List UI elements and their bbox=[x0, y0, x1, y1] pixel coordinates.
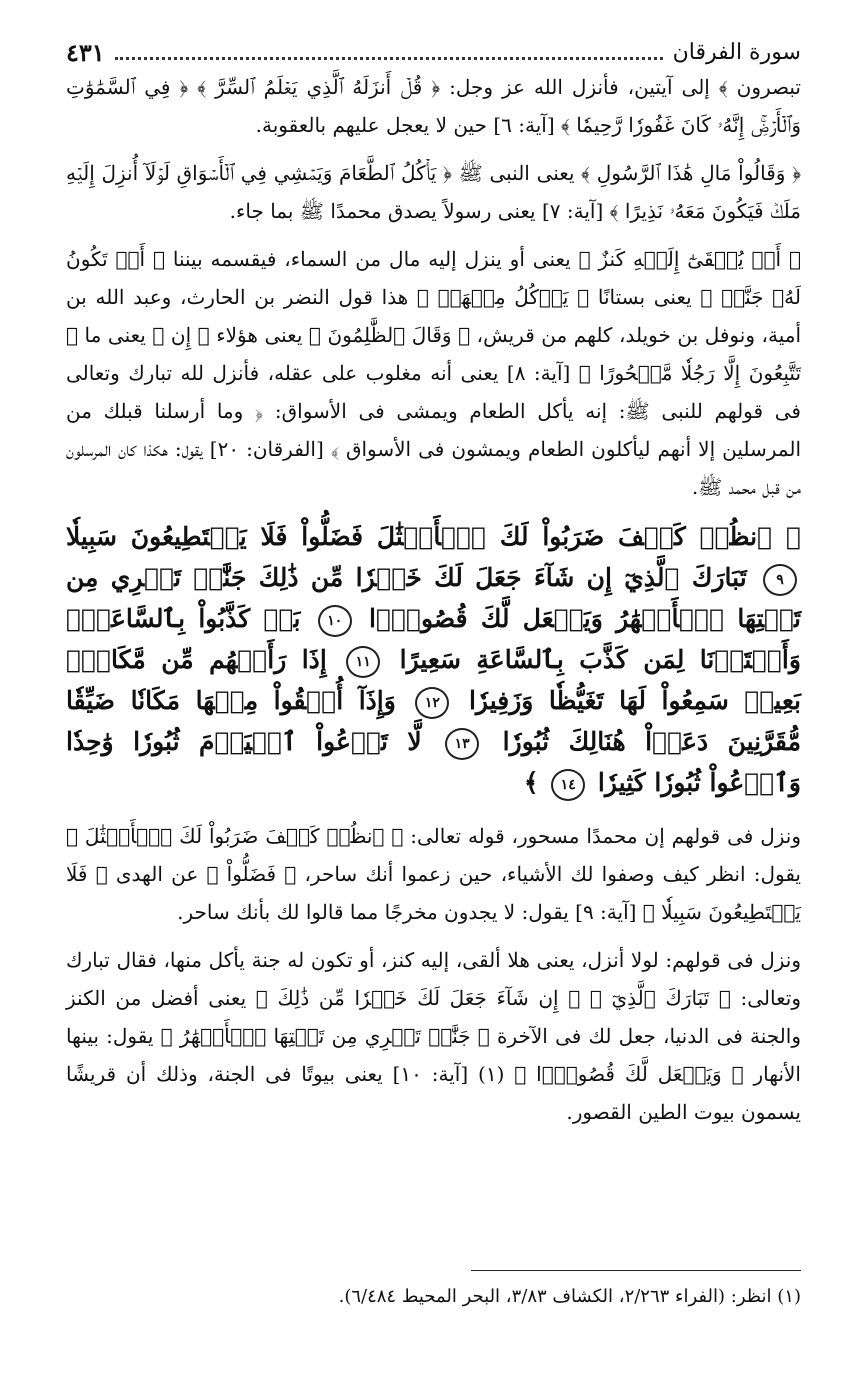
verse-number-marker: ١٢ bbox=[415, 687, 449, 719]
verse-text: إِذَا رَأَتۡهُم مِّن مَّكَانِۭ بَعِيدٖ سَمِعُواْ لَهَا تَغَيُّظٗا وَزَفِيرٗا bbox=[66, 645, 801, 715]
surah-name: سورة الفرقان bbox=[672, 40, 801, 65]
verse-number-marker: ١١ bbox=[346, 646, 380, 678]
commentary-paragraph-4: ونزل فى قولهم إن محمدًا مسحور، قوله تعالى: ﴿ ٱنظُرۡ كَيۡفَ ضَرَبُواْ لَكَ ٱلۡأَمۡثَٰلَ ﴾ يقول: انظر كيف وصفوا لك الأشياء، حين زعموا أنك ساحر، ﴿ فَضَلُّواْ ﴾ عن الهدى ﴿ فَلَا يَسۡتَطِيعُونَ سَبِيلٗا ﴾ [آية: ٩] يقول: لا يجدون مخرجًا مما قالوا لك بأنك ساحر. bbox=[66, 824, 801, 924]
footnote-divider bbox=[471, 1270, 801, 1271]
verse-number-marker: ١٠ bbox=[318, 605, 352, 637]
page-number: ٤٣١ bbox=[66, 38, 105, 67]
verse-text: بَلۡ كَذَّبُواْ بِٱلسَّاعَةِۖ وَأَعۡتَدۡنَا لِمَن كَذَّبَ بِٱلسَّاعَةِ سَعِيرًا bbox=[66, 604, 801, 674]
verse-text: لَّا تَدۡعُواْ ٱلۡيَوۡمَ ثُبُورٗا وَٰحِدٗا وَٱدۡعُواْ ثُبُورٗا كَثِيرٗا bbox=[66, 727, 801, 797]
verse-text: ﴿ ٱنظُرۡ كَيۡفَ ضَرَبُواْ لَكَ ٱلۡأَمۡثَٰلَ فَضَلُّواْ فَلَا يَسۡتَطِيعُونَ سَبِيلٗا bbox=[66, 522, 801, 551]
verse-closing-bracket: ﴾ bbox=[523, 768, 539, 797]
footnote: (١) انظر: (الفراء ٢/٢٦٣، الكشاف ٣/٨٣، البحر المحيط ٦/٤٨٤). bbox=[338, 1286, 801, 1307]
page-header bbox=[66, 28, 801, 68]
verse-number-marker: ١٤ bbox=[551, 769, 585, 801]
verse-number-marker: ١٣ bbox=[445, 728, 479, 760]
quran-verses-block bbox=[66, 516, 801, 803]
commentary-paragraph-5: ونزل فى قولهم: لولا أنزل، يعنى هلا ألقى، إليه كنز، أو تكون له جنة يأكل منها، فقال تبارك وتعالى: ﴿ تَبَارَكَ ٱلَّذِيٓ ﴾ ﴿ إِن شَآءَ جَعَلَ لَكَ خَيۡرٗا مِّن ذَٰلِكَ ﴾ يعنى أفضل من الكنز والجنة فى الدنيا، جعل لك فى الآخرة ﴿ جَنَّٰتٖ تَجۡرِي مِن تَحۡتِهَا ٱلۡأَنۡهَٰرُ ﴾ يقول: بينها الأنهار ﴿ وَيَجۡعَل لَّكَ قُصُورَۢا ﴾ (١) [آية: ١٠] يعنى بيوتًا فى الجنة، وذلك أن قريشًا يسمون بيوت الطين القصور. bbox=[66, 948, 801, 1124]
verse-text: تَبَارَكَ ٱلَّذِيٓ إِن شَآءَ جَعَلَ لَكَ خَيۡرٗا مِّن ذَٰلِكَ جَنَّٰتٖ تَجۡرِي مِن تَحۡتِهَا ٱلۡأَنۡهَٰرُ وَيَجۡعَل لَّكَ قُصُورَۢا bbox=[66, 563, 801, 633]
verse-text: وَإِذَآ أُلۡقُواْ مِنۡهَا مَكَانٗا ضَيِّقٗا مُّقَرَّنِينَ دَعَوۡاْ هُنَالِكَ ثُبُورٗا bbox=[66, 686, 801, 756]
commentary-paragraph-2: ﴿ وَقَالُواْ مَالِ هَٰذَا ٱلرَّسُولِ ﴾ يعنى النبى ﷺ ﴿ يَأۡكُلُ ٱلطَّعَامَ وَيَمۡشِي فِي ٱلۡأَسۡوَاقِ لَوۡلَآ أُنزِلَ إِلَيۡهِ مَلَكٞ فَيَكُونَ مَعَهُۥ نَذِيرًا ﴾ [آية: ٧] يعنى رسولاً يصدق محمدًا ﷺ بما جاء. bbox=[66, 161, 801, 223]
commentary-paragraph-3: ﴿ أَوۡ يُلۡقَىٰٓ إِلَيۡهِ كَنزٌ ﴾ يعنى أو ينزل إليه مال من السماء، فيقسمه بيننا ﴿ أَوۡ تَكُونُ لَهُۥ جَنَّةٞ ﴾ يعنى بستانًا ﴿ يَأۡكُلُ مِنۡهَاۚ ﴾ هذا قول النضر بن الحارث، وعبد الله بن أمية، ونوفل بن خويلد، كلهم من قريش، ﴿ وَقَالَ ٱلظَّٰلِمُونَ ﴾ يعنى هؤلاء ﴿ إِن ﴾ يعنى ما ﴿ تَتَّبِعُونَ إِلَّا رَجُلٗا مَّسۡحُورًا ﴾ [آية: ٨] يعنى أنه مغلوب على عقله، فأنزل لله تبارك وتعالى فى قولهم للنبى ﷺ: إنه يأكل الطعام ويمشى فى الأسواق: ﴿ وما أرسلنا قبلك من المرسلين إلا أنهم ليأكلون الطعام ويمشون فى الأسواق ﴾ [الفرقان: ٢٠] يقول: هكذا كان المرسلون من قبل محمد ﷺ. bbox=[66, 247, 802, 499]
commentary-paragraph-1: تبصرون ﴾ إلى آيتين، فأنزل الله عز وجل: ﴿ قُلۡ أَنزَلَهُ ٱلَّذِي يَعۡلَمُ ٱلسِّرَّ ﴾ ﴿ فِي ٱلسَّمَٰوَٰتِ وَٱلۡأَرۡضِۚ إِنَّهُۥ كَانَ غَفُورٗا رَّحِيمٗا ﴾ [آية: ٦] حين لا يعجل عليهم بالعقوبة. bbox=[66, 75, 801, 137]
verse-number-marker: ٩ bbox=[763, 564, 797, 596]
header-dotted-leader bbox=[115, 56, 663, 60]
